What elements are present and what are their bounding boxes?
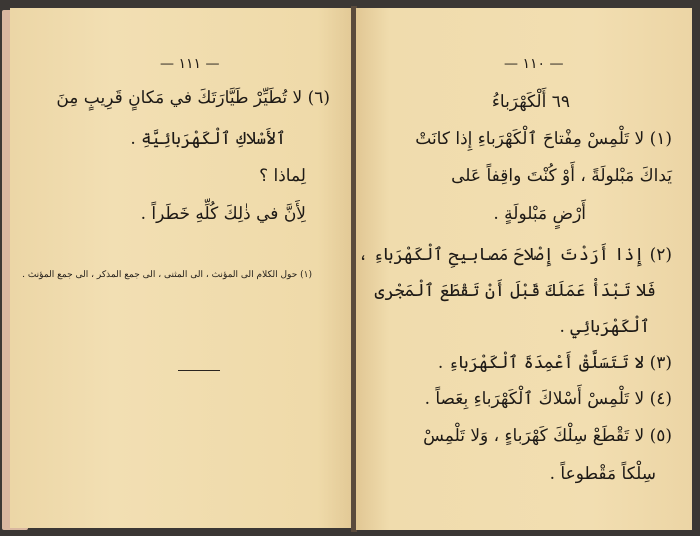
right-line-2: يَداكَ مَبْلولَةً ، أَوْ كُنْتَ واقِفاً عَلى	[451, 166, 672, 186]
right-line-9: (٥) لا تَقْطَعْ سِلْكَ كَهْرَباءٍ ، وَلا تَلْمِسْ	[423, 426, 672, 446]
right-heading: ٦٩ أَلْكَهْرَباءُ	[491, 92, 570, 112]
left-line-2: ٱلأَسْلاكِ ٱلْكَهْرَبائِيَّةِ .	[130, 129, 286, 149]
right-line-8: (٤) لا تَلْمِسْ أَسْلاكَ ٱلْكَهْرَباءِ بِعَصاً .	[424, 389, 672, 409]
left-line-3: لِماذا ؟	[259, 166, 306, 186]
right-line-1: (١) لا تَلْمِسْ مِفْتاحَ ٱلْكَهْرَباءِ إِذا كانَتْ	[415, 129, 672, 149]
left-page	[10, 8, 352, 528]
right-line-4: (٢) إِذا أَرَدْتَ إِصْلاحَ مَصابيحِ ٱلْكَهْرَباءِ ،	[358, 245, 672, 265]
left-line-4: لِأَنَّ في ذٰلِكَ كُلِّهِ خَطَراً .	[140, 204, 306, 224]
left-footnote: (١) حول الكلام الى المؤنث ، الى المثنى ، الى جمع المذكر ، الى جمع المؤنث .	[22, 270, 312, 280]
right-line-3: أَرْضٍ مَبْلولَةٍ .	[493, 204, 586, 224]
left-line-1: (٦) لا تُطَيِّرْ طَيَّارَتَكَ في مَكانٍ قَرِيبٍ مِنَ	[56, 88, 330, 108]
right-line-5: فَلا تَبْدَأْ عَمَلَكَ قَبْلَ أَنْ تَقْطَعَ ٱلْمَجْرى	[374, 281, 656, 301]
left-page-number: — ١١١ —	[160, 56, 220, 72]
right-page	[356, 8, 692, 530]
right-line-6: ٱلْكَهْرَبائِي .	[559, 317, 650, 337]
right-page-number: — ١١٠ —	[504, 56, 564, 72]
right-line-7: (٣) لا تَتَسَلَّقْ أَعْمِدَةَ ٱلْكَهْرَباءِ .	[437, 353, 672, 373]
right-line-10: سِلْكاً مَقْطوعاً .	[549, 464, 656, 484]
left-page-divider	[178, 370, 220, 371]
